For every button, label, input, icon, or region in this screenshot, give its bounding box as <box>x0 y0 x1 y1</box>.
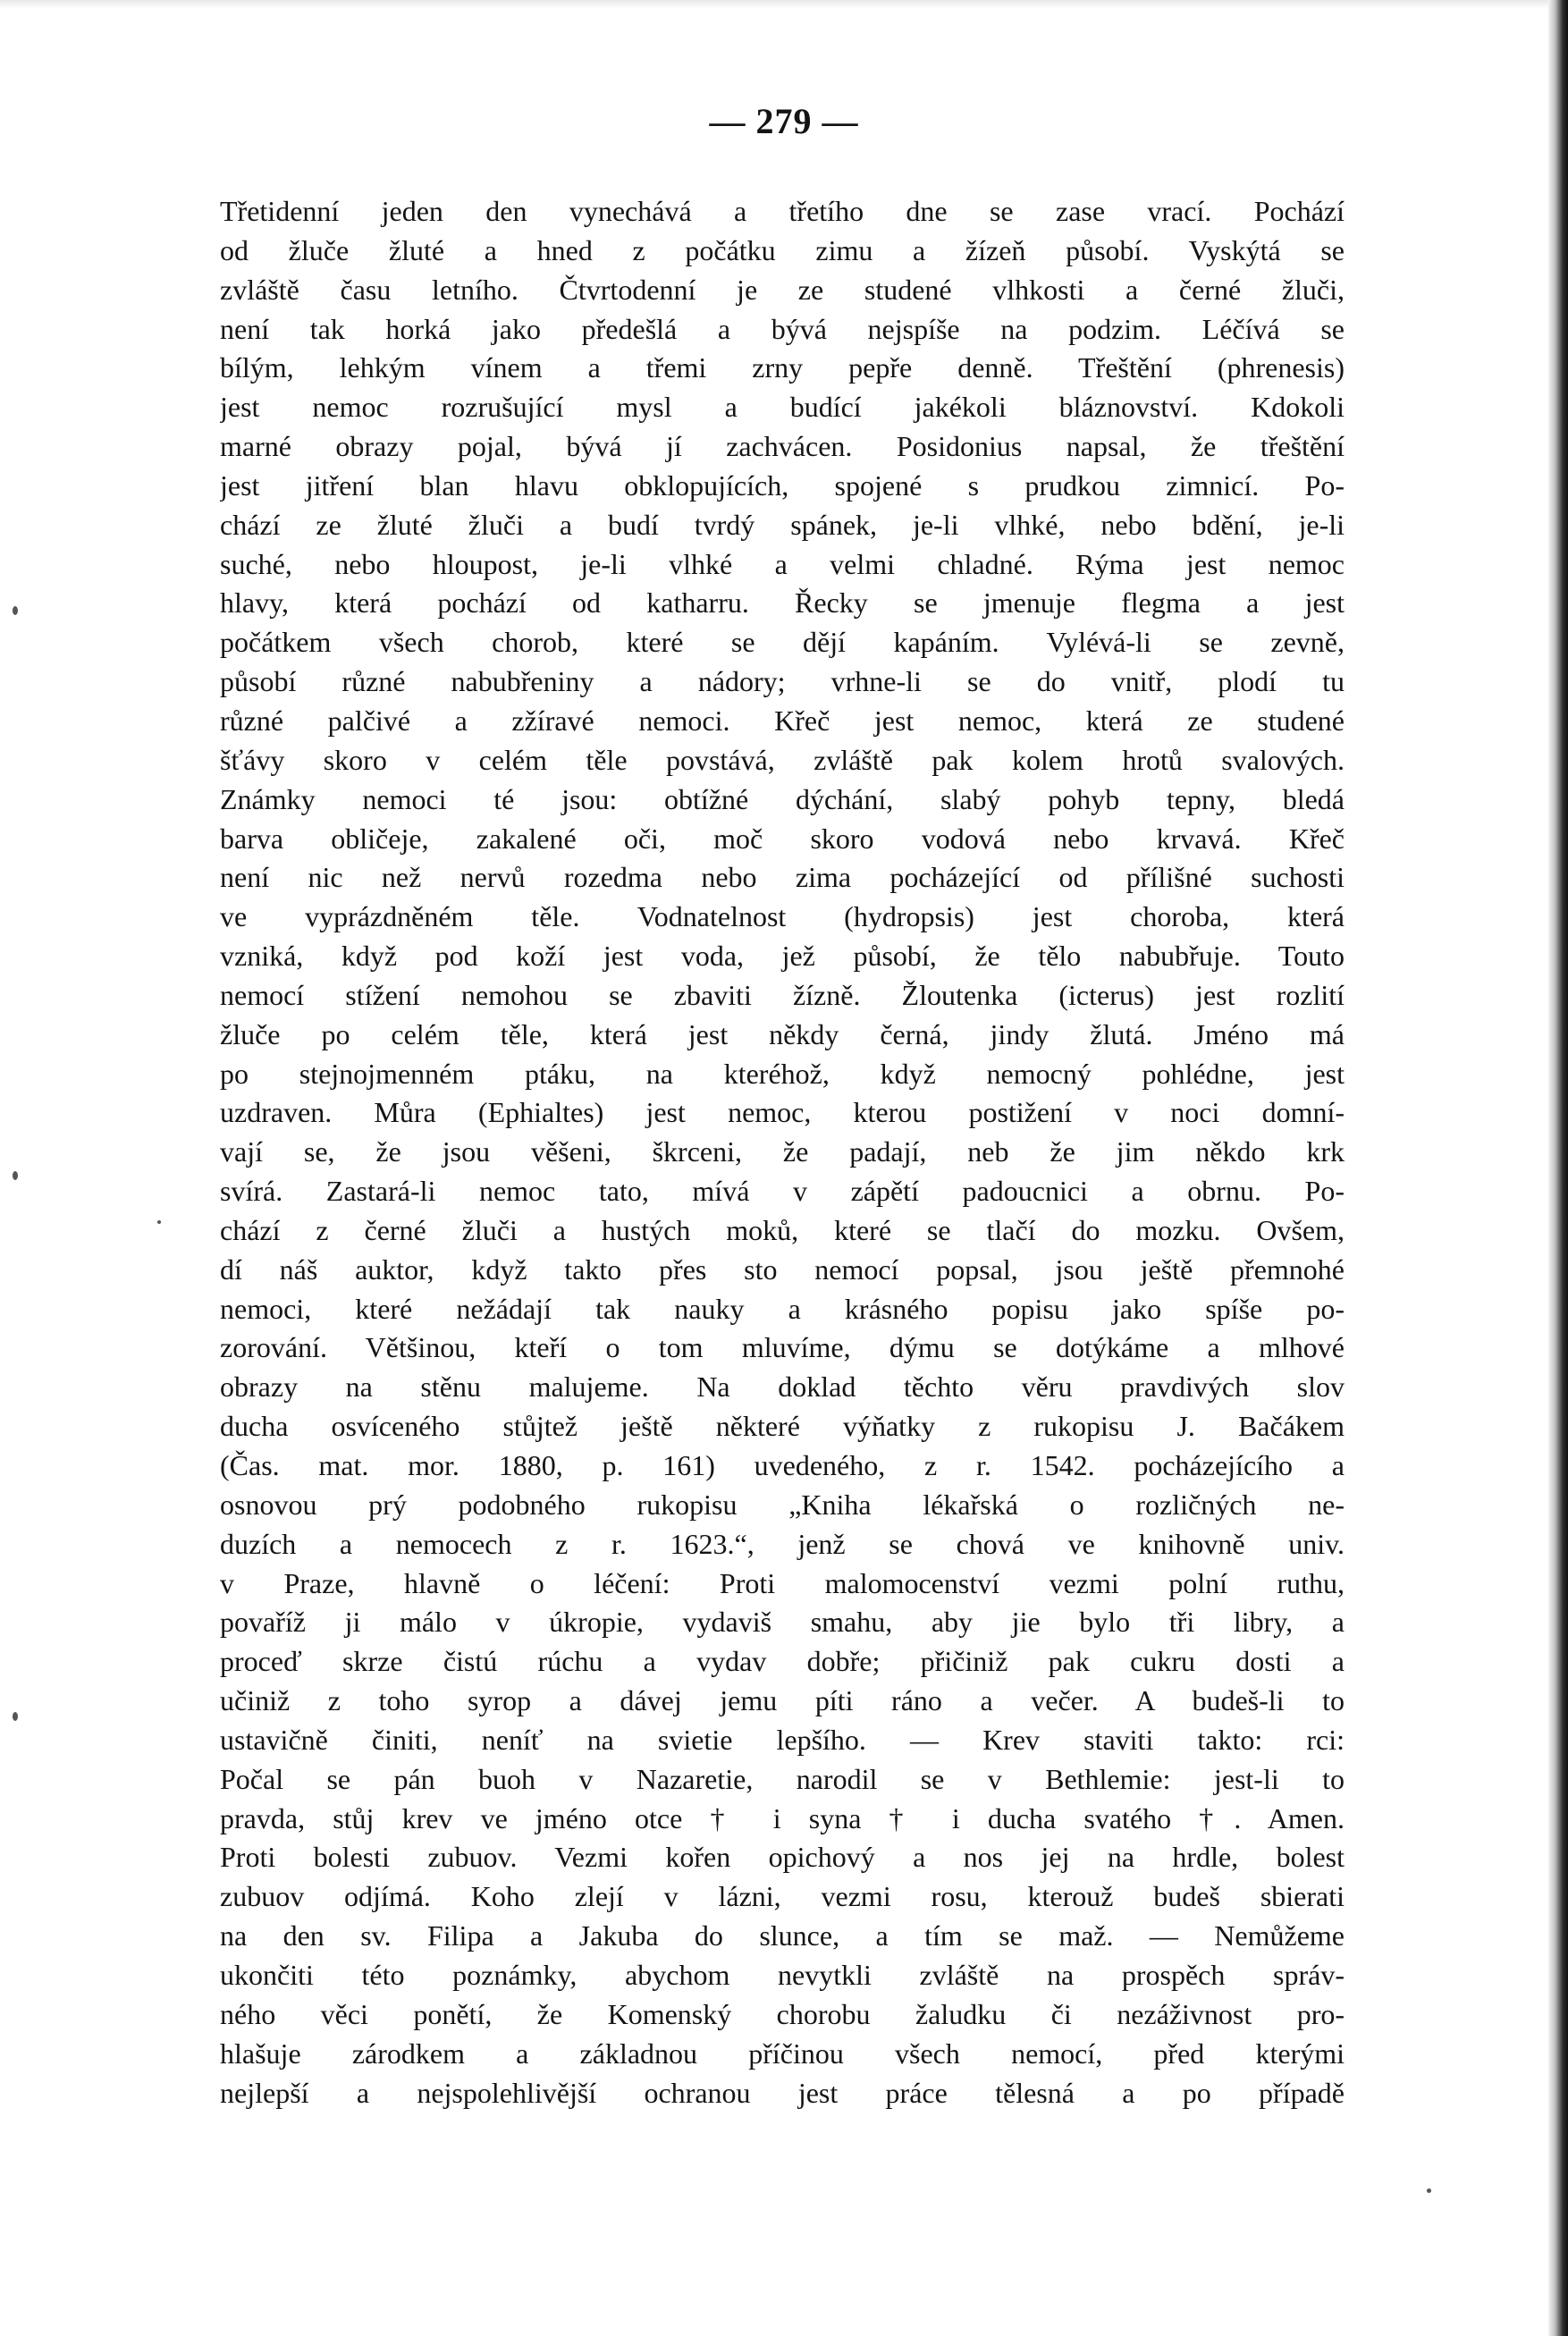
scan-speck <box>13 1171 18 1180</box>
body-text <box>220 192 1345 2113</box>
text-line: počátkem všech chorob, které se dějí kapáním. Vylévá-li se zevně, <box>220 626 1345 659</box>
scan-speck <box>13 1712 18 1721</box>
scan-shadow-top <box>0 0 1568 9</box>
scan-speck <box>1427 2188 1431 2193</box>
text-line: svírá. Zastará-li nemoc tato, mívá v zápětí padoucnici a obrnu. Po- <box>220 1175 1345 1208</box>
page-number: — 279 — <box>709 101 859 141</box>
text-line: pravda, stůj krev ve jméno otce † i syna † i ducha svatého †. Amen. <box>220 1801 1345 1834</box>
text-line: zvláště času letního. Čtvrtodenní je ze studené vlhkosti a černé žluči, <box>220 273 1345 306</box>
text-line: žluče po celém těle, která jest někdy černá, jindy žlutá. Jméno má <box>220 1017 1345 1050</box>
text-line: ve vyprázdněném těle. Vodnatelnost (hydropsis) jest choroba, která <box>220 900 1345 933</box>
text-line: suché, nebo hloupost, je-li vlhké a velmi chladné. Rýma jest nemoc <box>220 547 1345 580</box>
text-line: obrazy na stěnu malujeme. Na doklad těchto věru pravdivých slov <box>220 1370 1345 1404</box>
text-line: od žluče žluté a hned z počátku zimu a žízeň působí. Vyskýtá se <box>220 233 1345 266</box>
text-line: vzniká, když pod koží jest voda, jež působí, že tělo nabubřuje. Touto <box>220 940 1345 973</box>
text-line: zubuov odjímá. Koho zlejí v lázni, vezmi rosu, kterouž budeš sbierati <box>220 1880 1345 1913</box>
text-line: osnovou prý podobného rukopisu „Kniha lékařská o rozličných ne- <box>220 1488 1345 1521</box>
text-line: Známky nemoci té jsou: obtížné dýchání, slabý pohyb tepny, bledá <box>220 782 1345 815</box>
text-line: jest nemoc rozrušující mysl a budící jakékoli bláznovství. Kdokoli <box>220 391 1345 424</box>
text-line: nemoci, které nežádají tak nauky a krásného popisu jako spíše po- <box>220 1292 1345 1325</box>
text-line: různé palčivé a zžíravé nemoci. Křeč jest nemoc, která ze studené <box>220 704 1345 737</box>
text-line: není nic než nervů rozedma nebo zima pocházející od přílišné suchosti <box>220 861 1345 894</box>
text-line: nejlepší a nejspolehlivější ochranou jest práce tělesná a po případě <box>220 2076 1345 2109</box>
text-line: šťávy skoro v celém těle povstává, zvláště pak kolem hrotů svalových. <box>220 743 1345 776</box>
text-line: barva obličeje, zakalené oči, moč skoro vodová nebo krvavá. Křeč <box>220 822 1345 855</box>
text-line: Proti bolesti zubuov. Vezmi kořen opichový a nos jej na hrdle, bolest <box>220 1841 1345 1874</box>
text-line: chází z černé žluči a hustých moků, které se tlačí do mozku. Ovšem, <box>220 1213 1345 1246</box>
text-line: zorování. Většinou, kteří o tom mluvíme, dýmu se dotýkáme a mlhové <box>220 1331 1345 1364</box>
text-line: povaříž ji málo v úkropie, vydaviš smahu, aby jie bylo tři libry, a <box>220 1606 1345 1639</box>
text-line: ukončiti této poznámky, abychom nevytkli zvláště na prospěch správ- <box>220 1958 1345 1991</box>
text-line: Třetidenní jeden den vynechává a třetího dne se zase vrací. Pochází <box>220 195 1345 227</box>
text-line: marné obrazy pojal, bývá jí zachvácen. Posidonius napsal, že třeštění <box>220 430 1345 463</box>
scan-shadow-right <box>1548 0 1568 2336</box>
text-line: ustavičně činiti, neníť na svietie lepšího. — Krev staviti takto: rci: <box>220 1723 1345 1756</box>
text-line: duzích a nemocech z r. 1623.“, jenž se chová ve knihovně univ. <box>220 1527 1345 1560</box>
text-line: vají se, že jsou věšeni, škrceni, že padají, neb že jim někdo krk <box>220 1135 1345 1168</box>
text-line: proceď skrze čistú rúchu a vydav dobře; přičiniž pak cukru dosti a <box>220 1645 1345 1678</box>
text-line: na den sv. Filipa a Jakuba do slunce, a tím se maž. — Nemůžeme <box>220 1919 1345 1952</box>
text-line: ducha osvíceného stůjtež ještě některé výňatky z rukopisu J. Bačákem <box>220 1410 1345 1443</box>
text-line: působí různé nabubřeniny a nádory; vrhne-li se do vnitř, plodí tu <box>220 665 1345 698</box>
text-line: po stejnojmenném ptáku, na kteréhož, když nemocný pohlédne, jest <box>220 1057 1345 1090</box>
text-line: bílým, lehkým vínem a třemi zrny pepře denně. Třeštění (phrenesis) <box>220 351 1345 384</box>
scan-speck <box>13 606 18 615</box>
text-line: uzdraven. Můra (Ephialtes) jest nemoc, kterou postižení v noci domní- <box>220 1096 1345 1129</box>
text-line: nemocí stížení nemohou se zbaviti žízně. Žloutenka (icterus) jest rozlití <box>220 978 1345 1011</box>
text-line: v Praze, hlavně o léčení: Proti malomocenství vezmi polní ruthu, <box>220 1566 1345 1599</box>
text-line: není tak horká jako předešlá a bývá nejspíše na podzim. Léčívá se <box>220 312 1345 345</box>
text-line: ného věci ponětí, že Komenský chorobu žaludku či nezáživnost pro- <box>220 1997 1345 2030</box>
scan-speck <box>157 1220 161 1224</box>
text-line: chází ze žluté žluči a budí tvrdý spánek, je-li vlhké, nebo bdění, je-li <box>220 508 1345 541</box>
text-line: jest jitření blan hlavu obklopujících, spojené s prudkou zimnicí. Po- <box>220 468 1345 502</box>
text-line: Počal se pán buoh v Nazaretie, narodil se v Bethlemie: jest-li to <box>220 1762 1345 1795</box>
text-line: hlavy, která pochází od katharru. Řecky se jmenuje flegma a jest <box>220 586 1345 620</box>
text-line: hlašuje zárodkem a základnou příčinou všech nemocí, před kterými <box>220 2037 1345 2070</box>
text-line: dí náš auktor, když takto přes sto nemocí popsal, jsou ještě přemnohé <box>220 1252 1345 1286</box>
text-line: (Čas. mat. mor. 1880, p. 161) uvedeného, z r. 1542. pocházejícího a <box>220 1449 1345 1481</box>
text-line: učiniž z toho syrop a dávej jemu píti ráno a večer. A budeš-li to <box>220 1684 1345 1717</box>
